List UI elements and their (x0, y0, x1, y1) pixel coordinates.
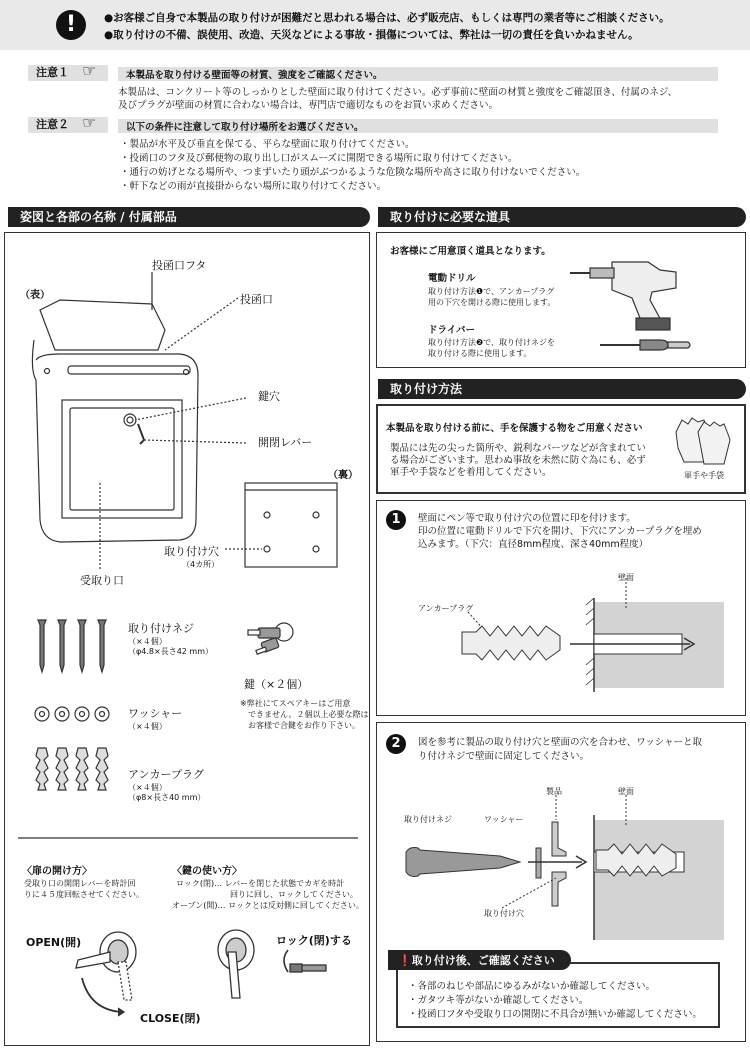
step2-number: 2 (386, 734, 406, 754)
protect-title: 本製品を取り付ける前に、手を保護する物をご用意ください (386, 423, 643, 434)
drill-desc: 用の下穴を開ける際に使用します。 (428, 298, 556, 307)
back-label: （裏） (328, 470, 358, 481)
plug-size: （φ8×長さ40 mm） (128, 793, 206, 802)
front-label: （表） (20, 290, 50, 301)
key-note: ※弊社にてスペアキーはご用意 (240, 699, 351, 708)
step1-text: 込みます。（下穴：直径8mm程度、深さ40mm程度） (418, 539, 649, 550)
protect-text: 軍手や手袋などを着用してください。 (390, 467, 552, 478)
tools-intro: お客様にご用意頂く道具となります。 (390, 246, 551, 257)
plug-label: アンカープラグ (128, 768, 205, 781)
drill-desc: 取り付け方法❶で、アンカープラグ (428, 287, 555, 296)
section-header-method: 取り付け方法 (378, 379, 746, 399)
note2-item: ・製品が水平及び垂直を保てる、平らな壁面に取り付けてください。 (120, 139, 415, 150)
plug-count: （×４個） (128, 783, 167, 792)
note1-label: 注意１ (28, 65, 108, 81)
section-header-tools: 取り付けに必要な道具 (378, 207, 746, 227)
pointing-hand-icon: ☞ (82, 61, 97, 80)
anchor-label: アンカープラグ (418, 604, 474, 613)
warning-line-1: ●お客様ご自身で本製品の取り付けが困難だと思われる場合は、必ず販売店、もしくは専門の業者等にご相談ください。 (104, 12, 670, 24)
step1-text: 印の位置に電動ドリルで下穴を開け、下穴にアンカープラグを埋め (418, 526, 702, 537)
note1-body-2: 及びプラグが壁面の材質に合わない場合は、専門店で適切なものをお買い求めください。 (118, 100, 499, 111)
key-note: お客様で合鍵をお作り下さい。 (248, 721, 360, 730)
door-title: 〈扉の開け方〉 (22, 866, 92, 877)
check-item: ・投函口フタや受取り口の開閉に不具合が無いか確認してください。 (408, 1009, 702, 1020)
note2-item: ・通行の妨げとなる場所や、つまずいたり頭がぶつかるような危険な場所や高さに取り付けないでください。 (120, 167, 586, 178)
gloves-label: 軍手や手袋 (684, 471, 724, 480)
door-text: りに４５度回転させてください。 (24, 890, 144, 899)
check-item: ・ガタツキ等がないか確認してください。 (408, 995, 589, 1006)
mount-hole-count: （4カ所） (182, 560, 220, 569)
screw-count: （×４個） (128, 637, 167, 646)
mount-hole-label: 取り付け穴 (164, 545, 219, 558)
exclamation-icon: ! (56, 10, 86, 40)
lock-title: 〈鍵の使い方〉 (172, 866, 242, 877)
driver-label: ドライバー (428, 325, 476, 336)
protect-text: 製品には先の尖った箇所や、鋭利なパーツなどが含まれてい (390, 443, 646, 454)
open-label: OPEN(開) (26, 936, 82, 949)
step2-text: 図を参考に製品の取り付け穴と壁面の穴を合わせ、ワッシャーと取 (418, 737, 703, 748)
step2-text: り付けネジで壁面に固定してください。 (418, 751, 590, 762)
protect-text: る場合がございます。思わぬ事故を未然に防ぐ為にも、必ず (390, 455, 646, 466)
driver-desc: 取り付ける際に使用します。 (428, 349, 532, 358)
check-item: ・各部のねじや部品にゆるみがないか確認してください。 (408, 981, 656, 992)
lock-text: 回りに回し、ロックしてください。 (230, 890, 358, 899)
lock-text: ロック(閉)… レバーを閉じた状態でカギを時計 (176, 879, 345, 888)
door-text: 受取り口の開閉レバーを時計回 (24, 879, 136, 888)
screw-size: （φ4.8×長さ42 mm） (128, 647, 214, 656)
driver-desc: 取り付け方法❷で、取り付けネジを (428, 338, 556, 347)
exclamation-icon: ❗ (398, 954, 412, 967)
receiver-label: 受取り口 (80, 574, 124, 587)
lid-label: 投函口フタ (152, 259, 207, 272)
product-label: 製品 (546, 787, 562, 796)
wall-label: 壁面 (618, 787, 634, 796)
step1-text: 壁面にペン等で取り付け穴の位置に印を付けます。 (418, 513, 636, 524)
note1-body-1: 本製品は、コンクリート等のしっかりとした壁面に取り付けてください。必ず事前に壁面の材質と強度をご確認頂き、付属のネジ、 (118, 87, 678, 98)
keyhole-label: 鍵穴 (258, 390, 280, 403)
note2-label: 注意２ (28, 117, 108, 133)
note2-item: ・軒下などの雨が直接掛からない場所に取り付けてください。 (120, 181, 387, 192)
washer-label: ワッシャー (484, 815, 524, 824)
hole-label: 取り付け穴 (484, 909, 524, 918)
wall-label: 壁面 (618, 573, 634, 582)
key-note: できません。２個以上必要な際は (248, 710, 369, 719)
pointing-hand-icon: ☞ (82, 113, 97, 132)
warning-line-2: ●取り付けの不備、誤使用、改造、天災などによる事故・損傷については、弊社は一切の責任を負いかねません。 (104, 29, 639, 41)
slot-label: 投函口 (240, 293, 273, 306)
screw-label: 取り付けネジ (404, 815, 452, 824)
lever-label: 開閉レバー (258, 436, 313, 449)
section-header-parts: 姿図と各部の名称 / 付属部品 (8, 207, 370, 227)
note2-heading: 以下の条件に注意して取り付け場所をお選びください。 (118, 119, 718, 133)
screw-label: 取り付けネジ (128, 622, 194, 635)
key-label: 鍵（×２個） (244, 678, 309, 691)
drill-label: 電動ドリル (428, 273, 476, 284)
note2-item: ・投函口のフタ及び郵便物の取り出し口がスムーズに開閉できる場所に取り付けてください。 (120, 153, 518, 164)
washer-count: （×４個） (128, 722, 167, 731)
check-title: ❗取り付け後、ご確認ください (388, 950, 571, 970)
step1-number: 1 (386, 510, 406, 530)
close-label: CLOSE(閉) (140, 1012, 201, 1025)
lock-action-label: ロック(閉)する (276, 934, 352, 947)
lock-text: オープン(開)… ロックとは反対側に回してください。 (172, 901, 364, 910)
note1-heading: 本製品を取り付ける壁面等の材質、強度をご確認ください。 (118, 67, 718, 81)
washer-label: ワッシャー (128, 707, 183, 720)
